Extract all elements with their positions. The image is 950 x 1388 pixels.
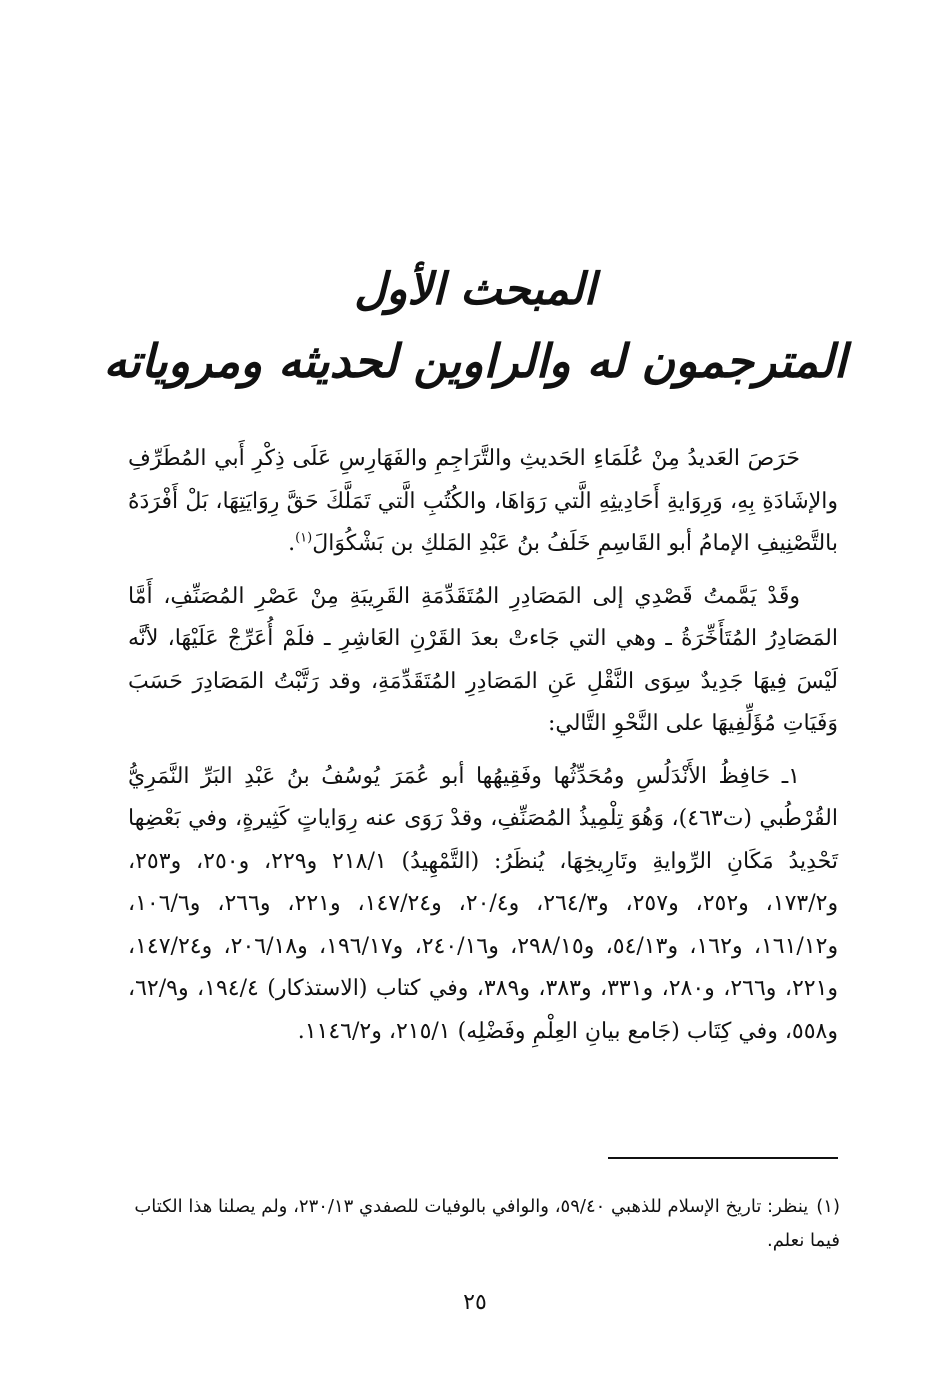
- footnote-divider: [608, 1157, 838, 1159]
- main-text: [128, 438, 838, 1063]
- footnote-number: (١): [816, 1196, 840, 1217]
- paragraph-sources: وقَدْ يَمَّمتُ قَصْدِي إلى المَصَادِرِ المُتَقَدِّمَةِ القَرِيبَةِ مِنْ عَصْرِ المُصَنِّفِ، أَمَّا المَصَادِرُ المُتَأَخِّرَةُ ـ وهي التي جَاءتْ بعدَ القَرْنِ العَاشِرِ ـ فلَمْ أُعَرِّجْ عَلَيْهَا، لأنَّه لَيْسَ فِيهَا جَدِيدٌ سِوَى النَّقْلِ عَنِ المَصَادِرِ المُتَقَدِّمَةِ، وقد رَتَّبْتُ المَصَادِرَ حَسَبَ وَفَيَاتِ مُؤَلِّفِيهَا على النَّحْوِ التَّالي:: [128, 583, 838, 736]
- footnote-text: ينظر: تاريخ الإسلام للذهبي ٥٩/٤٠، والوافي بالوفيات للصفدي ٢٣٠/١٣، ولم يصلنا هذا الكتاب فيما نعلم.: [134, 1196, 840, 1251]
- paragraph-intro: [128, 438, 838, 566]
- footnote: [110, 1190, 840, 1258]
- page-number: ٢٥: [463, 1290, 487, 1315]
- footnote-reference[interactable]: (١): [295, 530, 313, 546]
- paragraph-intro-end: .: [288, 531, 296, 556]
- chapter-heading: [0, 255, 950, 397]
- section-subtitle: المترجمون له والراوين لحديثه ومروياته: [103, 334, 847, 388]
- section-title: المبحث الأول: [354, 264, 596, 315]
- paragraph-source-1: ١ـ حَافِظُ الأَنْدَلُسِ ومُحَدِّثُها وفَقِيهُها أبو عُمَرَ يُوسُفُ بنُ عَبْدِ البَرِّ النَّمَرِيُّ القُرْطُبي (ت٤٦٣)، وَهُوَ تِلْمِيذُ المُصَنِّفِ، وقدْ رَوَى عنه رِوَاياتٍ كَثِيرةٍ، وفي بَعْضِها تَحْدِيدُ مَكَانِ الرِّوايةِ وتَارِيخِهَا، يُنظَرُ: (التَّمْهِيدُ) ٢١٨/١ و٢٢٩، و٢٥٠، و٢٥٣، و١٧٣/٢، و٢٥٢، و٢٥٧، و٢٦٤/٣، و٢٠/٤، و١٤٧/٢٤، و٢٢١، و٢٦٦، و١٠٦/٦، و١٦١/١٢، و١٦٢، و٥٤/١٣، و٢٩٨/١٥، و٢٤٠/١٦، و١٩٦/١٧، و٢٠٦/١٨، و١٤٧/٢٤، و٢٢١، و٢٦٦، و٢٨٠، و٣٣١، و٣٨٣، و٣٨٩، وفي كتاب (الاستذكار) ١٩٤/٤، و٦٢/٩، و٥٥٨، وفي كِتَاب (جَامع بيانِ العِلْمِ وفَضْلِه) ٢١٥/١، و١١٤٦/٢.: [128, 763, 839, 1044]
- paragraph-intro-text: حَرَصَ العَديدُ مِنْ عُلَمَاءِ الحَديثِ والتَّرَاجِمِ والفَهَارِسِ عَلَى ذِكْرِ أَبي المُطَرِّفِ والإشَادَةِ بِهِ، وَرِوَايةِ أَحَادِيثِهِ الَّتي رَوَاهَا، والكُتُبِ الَّتي تَمَلَّكَ حَقَّ رِوَايَتِهَا، بَلْ أَفْرَدَهُ بالتَّصْنِيفِ الإمامُ أبو القَاسِمِ خَلَفُ بنُ عَبْدِ المَلكِ بن بَشْكُوَالَ: [128, 446, 838, 556]
